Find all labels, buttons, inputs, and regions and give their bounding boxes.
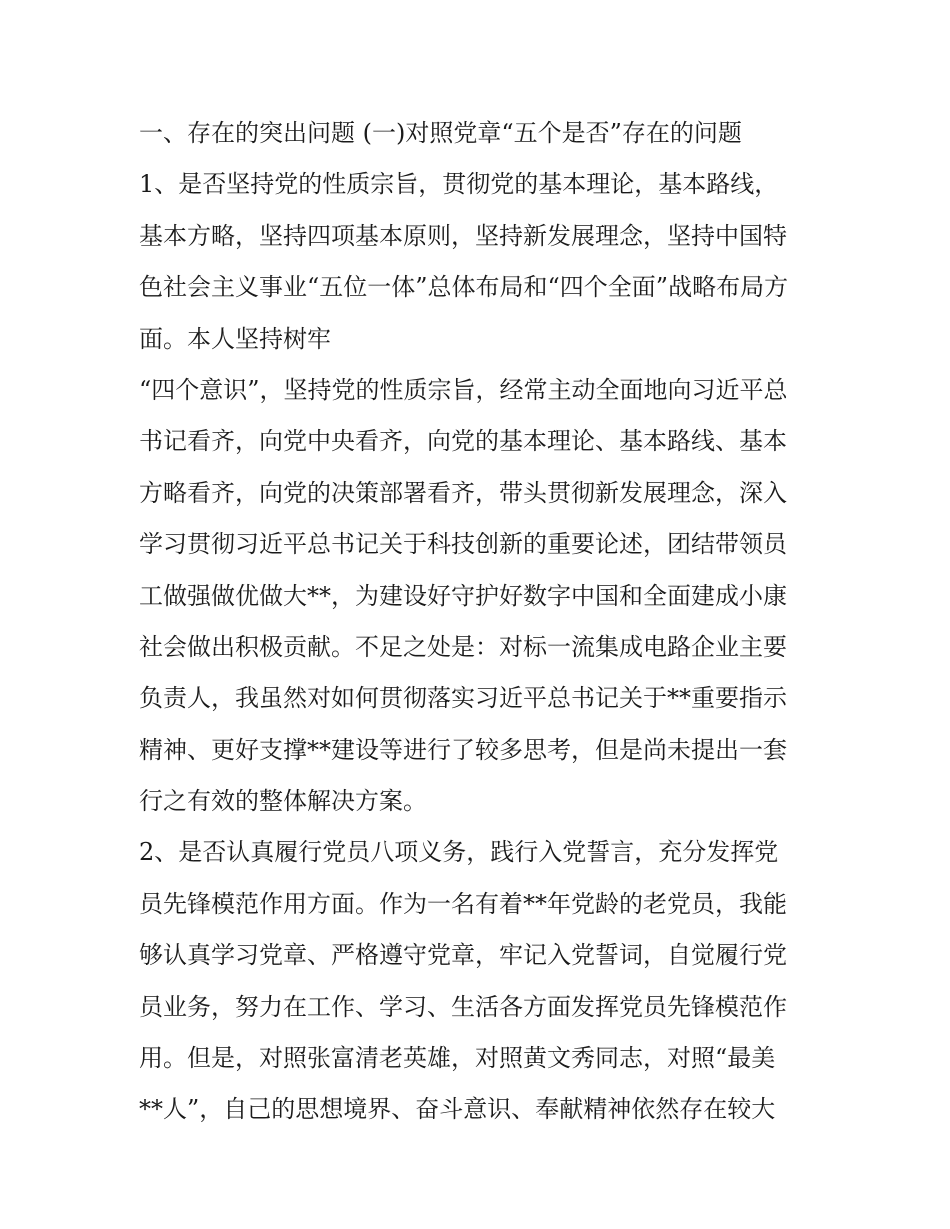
text-line: 2、是否认真履行党员八项义务，践行入党誓言，充分发挥党 [139,838,779,867]
text-line: 员业务，努力在工作、学习、生活各方面发挥党员先锋模范作 [139,992,787,1021]
text-line: 行之有效的整体解决方案。 [139,787,427,816]
text-line: 色社会主义事业“五位一体”总体布局和“四个全面”战略布局方 [139,273,789,302]
text-line: 方略看齐，向党的决策部署看齐，带头贯彻新发展理念，深入 [139,478,787,507]
text-line: 基本方略，坚持四项基本原则，坚持新发展理念，坚持中国特 [139,221,787,250]
text-line: 够认真学习党章、严格遵守党章，牢记入党誓词，自觉履行党 [139,941,787,970]
text-line: 员先锋模范作用方面。作为一名有着**年党龄的老党员，我能 [139,889,787,918]
document-body [139,108,819,1136]
text-line: “四个意识”，坚持党的性质宗旨，经常主动全面地向习近平总 [139,375,788,404]
text-line: 精神、更好支撑**建设等进行了较多思考，但是尚未提出一套 [139,735,787,764]
text-line: 1、是否坚持党的性质宗旨，贯彻党的基本理论，基本路线， [139,170,779,199]
text-line: 学习贯彻习近平总书记关于科技创新的重要论述，团结带领员 [139,530,787,559]
text-line: 书记看齐，向党中央看齐，向党的基本理论、基本路线、基本 [139,427,787,456]
text-line: 工做强做优做大**，为建设好守护好数字中国和全面建成小康 [139,581,787,610]
text-line: 负责人，我虽然对如何贯彻落实习近平总书记关于**重要指示 [139,684,787,713]
section-heading: 一、存在的突出问题 (一)对照党章“五个是否”存在的问题 [139,119,742,147]
text-line: 用。但是，对照张富清老英雄，对照黄文秀同志，对照“最美 [139,1044,776,1073]
text-line: 社会做出积极贡献。不足之处是：对标一流集成电路企业主要 [139,632,787,661]
text-line: 面。本人坚持树牢 [139,324,331,353]
text-line: **人”，自己的思想境界、奋斗意识、奉献精神依然存在较大 [139,1095,776,1124]
